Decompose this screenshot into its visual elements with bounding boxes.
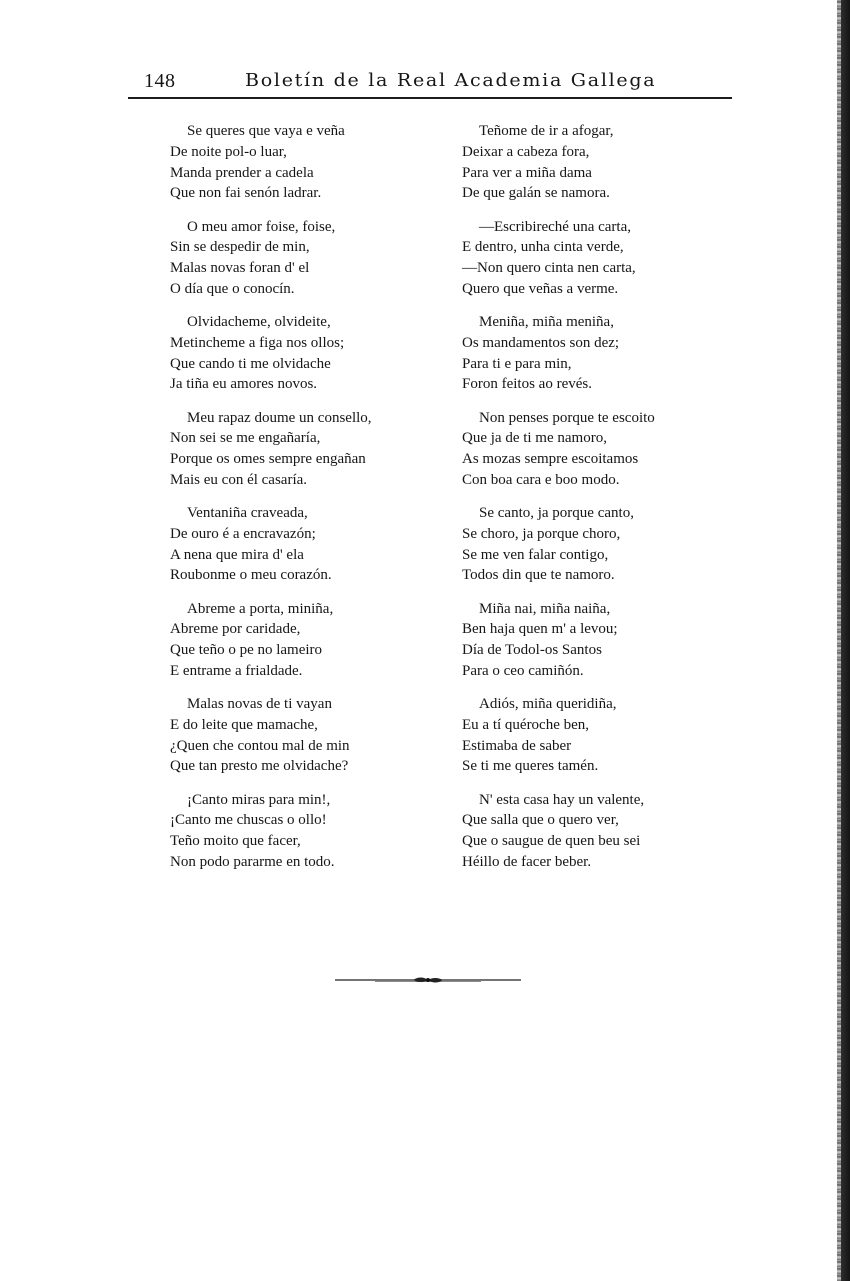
verse-line: Olvidacheme, olvideite, bbox=[187, 314, 331, 330]
verse-line: Meu rapaz doume un consello, bbox=[187, 409, 372, 426]
left-stanza-4 bbox=[170, 408, 450, 504]
verse-line: Metincheme a figa nos ollos; bbox=[170, 334, 345, 351]
verse-line: Estimaba de saber bbox=[462, 737, 572, 754]
verse-line: Mais eu con él casaría. bbox=[170, 471, 308, 488]
verse-line: Se choro, ja porque choro, bbox=[462, 525, 621, 542]
right-stanza-4 bbox=[462, 408, 742, 504]
verse-line: Abreme por caridade, bbox=[170, 621, 301, 638]
verse-line: Que teño o pe no lameiro bbox=[170, 642, 323, 659]
tailpiece-ornament-icon bbox=[335, 972, 521, 988]
verse-line: Deixar a cabeza fora, bbox=[462, 143, 590, 160]
verse-line: Para ti e para min, bbox=[462, 355, 572, 372]
verse-line: Ja tiña eu amores novos. bbox=[170, 376, 318, 393]
verse-line: Miña nai, miña naiña, bbox=[479, 600, 611, 617]
verse-line: Con boa cara e boo modo. bbox=[462, 471, 620, 488]
right-stanza-6 bbox=[462, 599, 742, 695]
verse-line: Que salla que o quero ver, bbox=[462, 812, 619, 829]
verse-line: Teño moito que facer, bbox=[170, 833, 301, 850]
verse-line: Ben haja quen m' a levou; bbox=[462, 621, 618, 638]
verse-line: Día de Todol-os Santos bbox=[462, 642, 602, 659]
verse-line: Non podo pararme en todo. bbox=[170, 853, 335, 870]
verse-line: Ventaniña craveada, bbox=[187, 505, 308, 521]
verse-line: Para o ceo camiñón. bbox=[462, 662, 584, 679]
right-stanza-8 bbox=[462, 790, 742, 886]
left-stanza-2 bbox=[170, 217, 450, 313]
right-stanza-2 bbox=[462, 217, 742, 313]
left-stanza-5 bbox=[170, 503, 450, 599]
left-stanza-7 bbox=[170, 694, 450, 790]
page-header bbox=[128, 66, 732, 96]
verse-line: De ouro é a encravazón; bbox=[170, 525, 316, 542]
verse-line: Eu a tí quéroche ben, bbox=[462, 716, 590, 733]
verse-line: Se ti me queres tamén. bbox=[462, 758, 599, 775]
verse-line: —Non quero cinta nen carta, bbox=[462, 260, 636, 277]
verse-line: Sin se despedir de min, bbox=[170, 239, 310, 256]
verse-line: Que o saugue de quen beu sei bbox=[462, 833, 641, 850]
verse-line: Manda prender a cadela bbox=[170, 164, 314, 181]
verse-line: Non penses porque te escoito bbox=[479, 409, 655, 426]
verse-line: Todos din que te namoro. bbox=[462, 567, 615, 584]
verse-line: Teñome de ir a afogar, bbox=[479, 123, 614, 139]
running-title: Boletín de la Real Academia Gallega bbox=[245, 70, 657, 91]
verse-line: Para ver a miña dama bbox=[462, 164, 592, 181]
verse-line: Porque os omes sempre engañan bbox=[170, 451, 366, 468]
page-number: 148 bbox=[144, 70, 176, 92]
verse-line: N' esta casa hay un valente, bbox=[479, 791, 645, 808]
left-column bbox=[170, 121, 450, 885]
verse-line: De que galán se namora. bbox=[462, 185, 610, 202]
right-stanza-3 bbox=[462, 312, 742, 408]
verse-line: As mozas sempre escoitamos bbox=[462, 451, 639, 468]
verse-line: E dentro, unha cinta verde, bbox=[462, 239, 624, 256]
right-stanza-5 bbox=[462, 503, 742, 599]
verse-line: Héillo de facer beber. bbox=[462, 853, 592, 870]
verse-line: —Escribireché una carta, bbox=[479, 218, 631, 235]
verse-line: ¡Canto miras para min!, bbox=[187, 791, 331, 808]
right-stanza-1 bbox=[462, 121, 742, 217]
verse-line: Non sei se me engañaría, bbox=[170, 430, 321, 447]
verse-line: Se queres que vaya e veña bbox=[187, 123, 345, 139]
left-stanza-8 bbox=[170, 790, 450, 886]
binding-edge bbox=[837, 0, 850, 1281]
verse-line: Malas novas foran d' el bbox=[170, 260, 310, 277]
left-stanza-6 bbox=[170, 599, 450, 695]
right-stanza-7 bbox=[462, 694, 742, 790]
verse-line: E do leite que mamache, bbox=[170, 716, 318, 733]
verse-line: A nena que mira d' ela bbox=[170, 546, 304, 563]
verse-line: Roubonme o meu corazón. bbox=[170, 567, 332, 584]
left-stanza-3 bbox=[170, 312, 450, 408]
verse-line: Que ja de ti me namoro, bbox=[462, 430, 607, 447]
verse-line: Meniña, miña meniña, bbox=[479, 314, 614, 330]
header-rule bbox=[128, 97, 732, 99]
verse-line: Foron feitos ao revés. bbox=[462, 376, 592, 393]
verse-line: ¿Quen che contou mal de min bbox=[170, 737, 350, 754]
verse-line: Adiós, miña queridiña, bbox=[479, 696, 617, 712]
verse-line: Se me ven falar contigo, bbox=[462, 546, 609, 563]
verse-line: Se canto, ja porque canto, bbox=[479, 505, 634, 521]
verse-line: ¡Canto me chuscas o ollo! bbox=[170, 812, 327, 829]
verse-line: Os mandamentos son dez; bbox=[462, 334, 620, 351]
right-column bbox=[462, 121, 742, 885]
verse-line: Abreme a porta, miniña, bbox=[187, 600, 334, 617]
verse-line: E entrame a frialdade. bbox=[170, 662, 303, 679]
verse-line: Quero que veñas a verme. bbox=[462, 280, 619, 297]
verse-line: Que tan presto me olvidache? bbox=[170, 758, 349, 775]
left-stanza-1 bbox=[170, 121, 450, 217]
verse-line: De noite pol-o luar, bbox=[170, 143, 287, 160]
verse-line: Que non fai senón ladrar. bbox=[170, 185, 322, 202]
verse-line: Malas novas de ti vayan bbox=[187, 696, 332, 712]
verse-line: O meu amor foise, foise, bbox=[187, 218, 336, 235]
verse-line: O día que o conocín. bbox=[170, 280, 295, 297]
verse-line: Que cando ti me olvidache bbox=[170, 355, 331, 372]
